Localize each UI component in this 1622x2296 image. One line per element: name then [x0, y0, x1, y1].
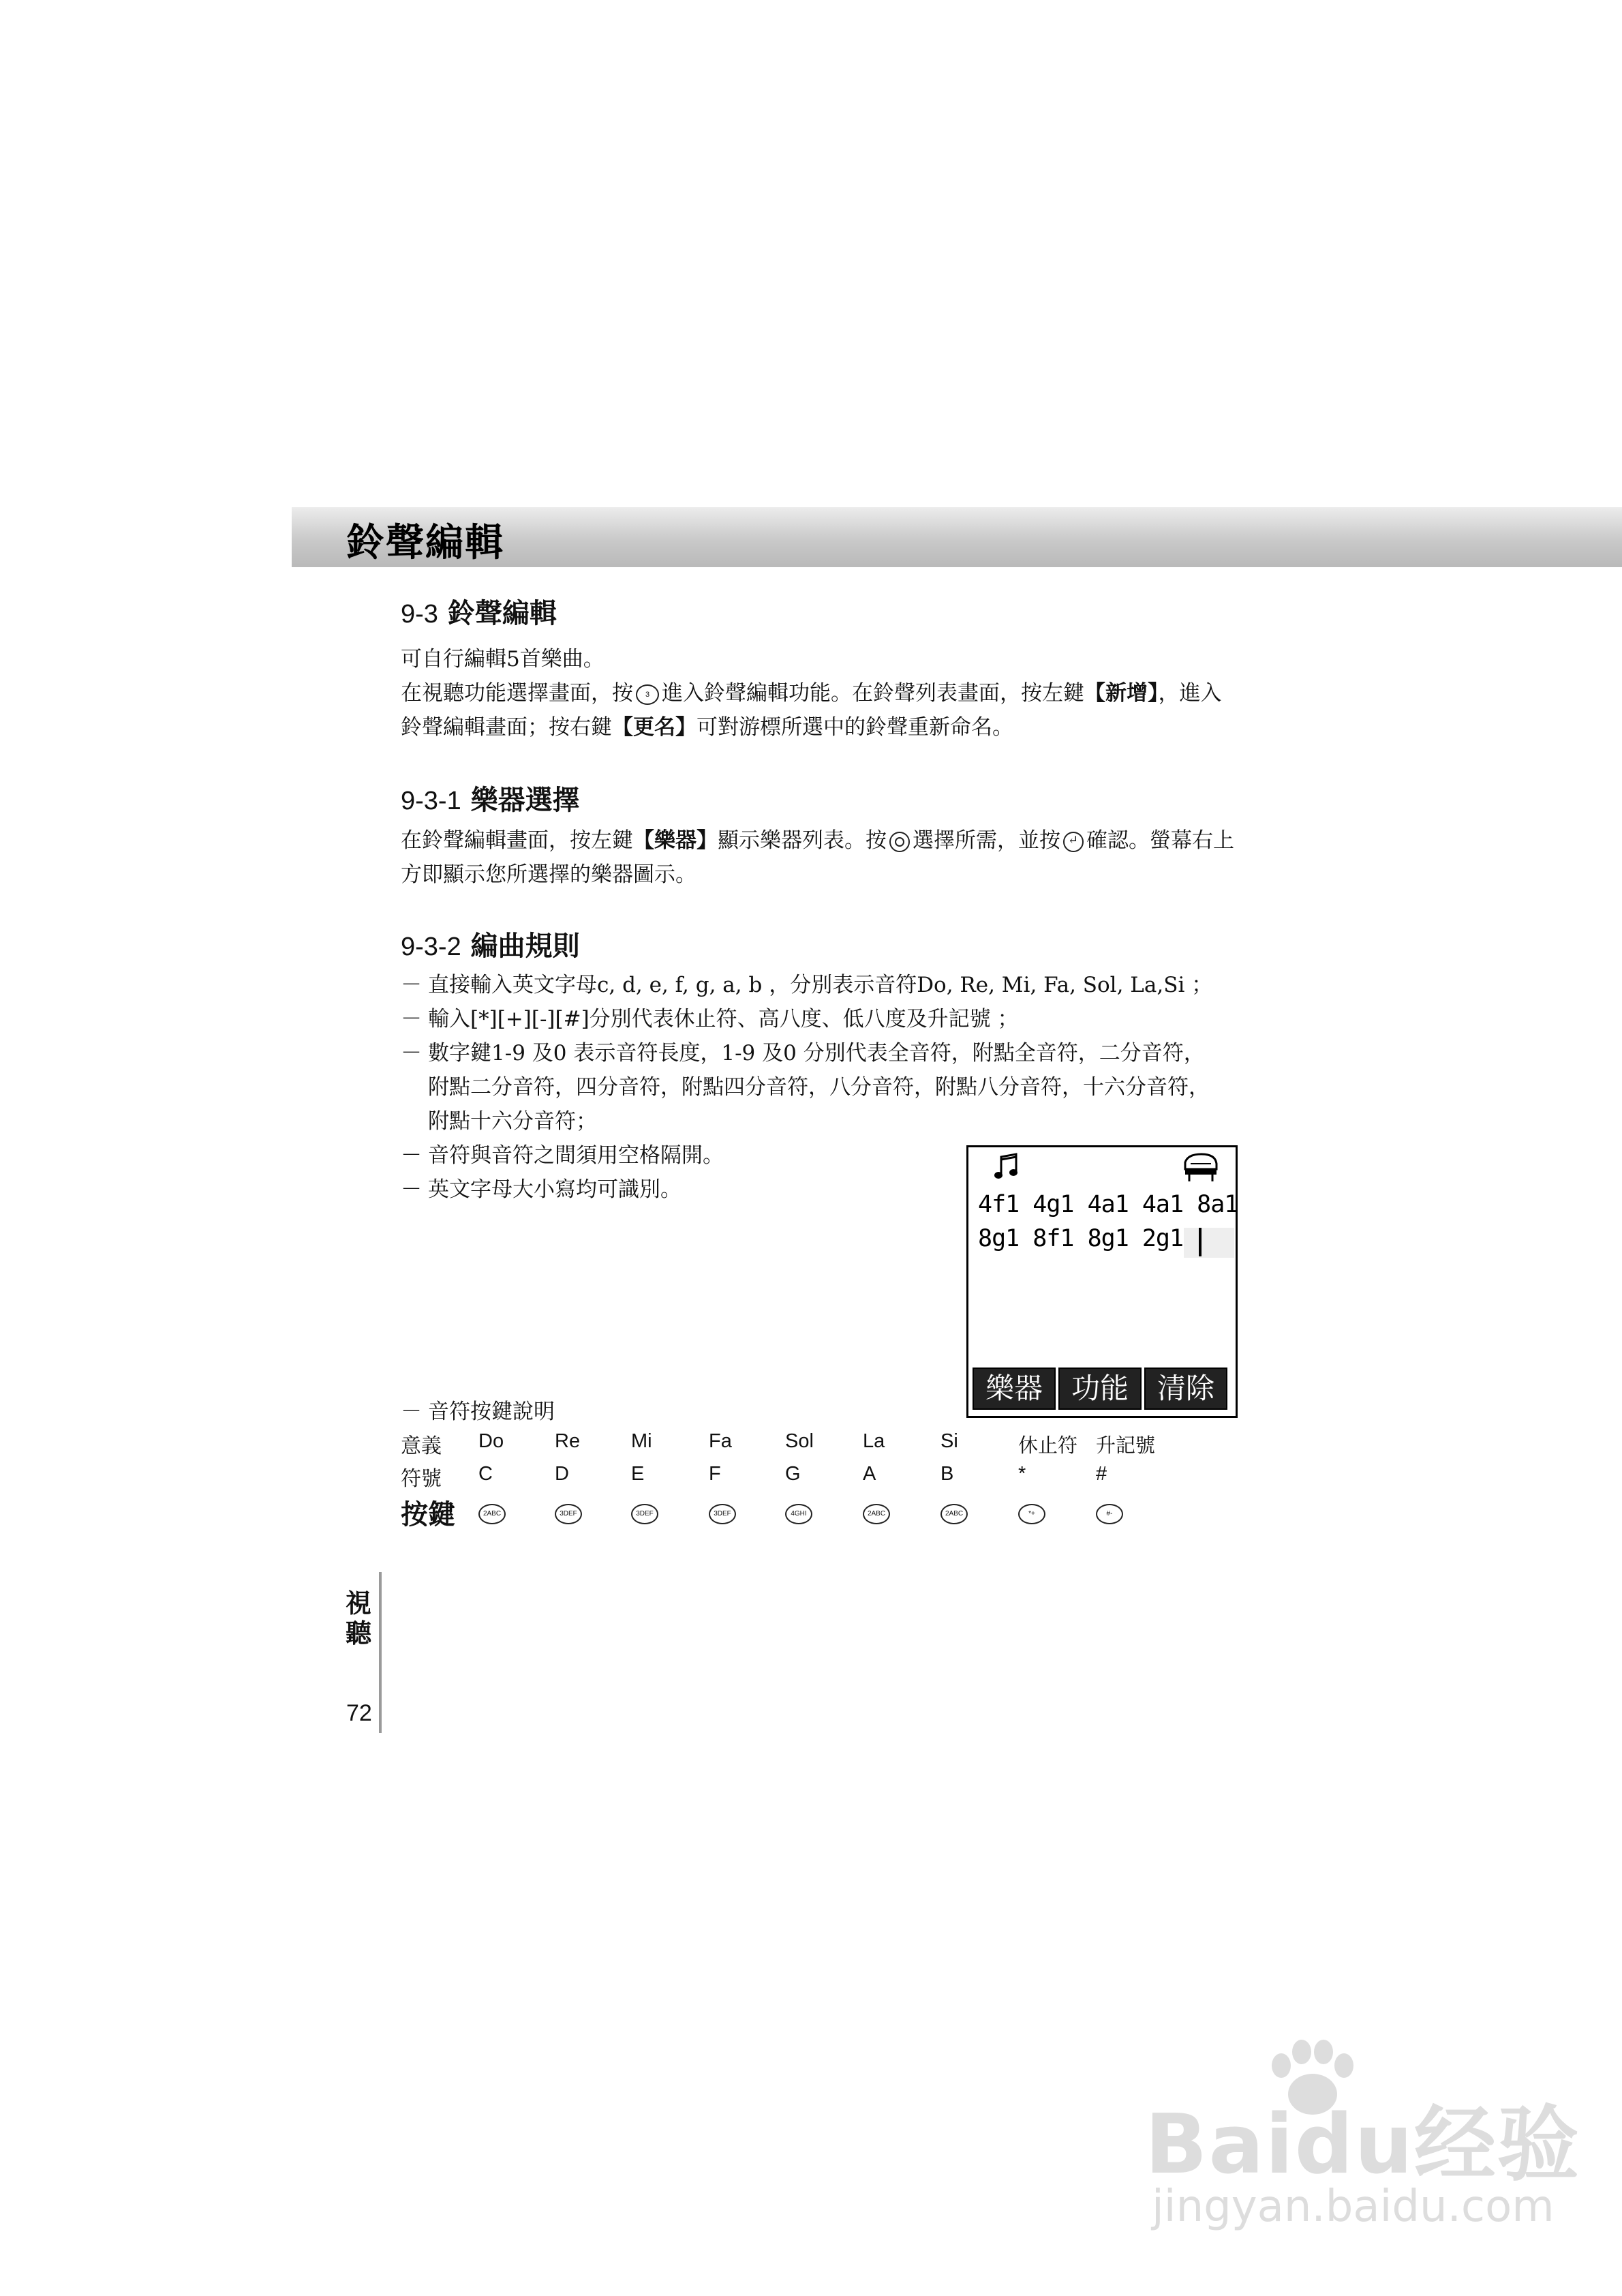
rule-text: 英文字母大小寫均可識別。: [428, 1177, 682, 1202]
row-label-meaning: 意義: [401, 1434, 442, 1458]
piano-icon: [1181, 1151, 1219, 1183]
phone-key-icon: 2ABC: [940, 1504, 968, 1524]
symbol-cell: *: [1018, 1463, 1026, 1485]
phone-key-icon: 4GHI: [785, 1504, 812, 1524]
rule-item: [401, 1002, 1212, 1036]
bullet-dash: －: [401, 973, 422, 997]
bullet-dash: －: [401, 1143, 422, 1168]
phone-key-icon: 3DEF: [555, 1504, 582, 1524]
softkey-instrument[interactable]: 樂器: [973, 1368, 1056, 1410]
text-run: 進入鈴聲編輯功能。在鈴聲列表畫面，按左鍵: [662, 681, 1084, 706]
key-label-rename: 【更名】: [612, 715, 697, 740]
ok-key-icon: [1063, 832, 1084, 852]
rule-continuation: [401, 1104, 1212, 1138]
symbol-cell: B: [940, 1463, 954, 1485]
text-run: 顯示樂器列表。按: [718, 828, 887, 853]
side-divider: [379, 1572, 382, 1733]
music-note-icon: [992, 1151, 1023, 1183]
phone-key-icon: 3DEF: [709, 1504, 736, 1524]
rule-continuation: [401, 1070, 1212, 1104]
section-title-text: 樂器選擇: [470, 784, 580, 816]
symbol-cell: #: [1096, 1463, 1107, 1485]
section-number: 9-3: [401, 600, 438, 629]
navigation-key-icon: [889, 832, 910, 852]
text-cursor: [1199, 1228, 1202, 1256]
watermark-logo: Baidu经验: [1145, 2098, 1580, 2192]
note-input-line[interactable]: 8g1 8f1 8g1 2g1: [978, 1225, 1184, 1252]
meaning-cell: La: [863, 1430, 885, 1452]
key-label-new: 【新增】: [1084, 681, 1159, 706]
watermark-url: jingyan.baidu.com: [1152, 2181, 1555, 2232]
meaning-cell: 休止符: [1018, 1434, 1078, 1457]
note-input-line[interactable]: 4f1 4g1 4a1 4a1 8a1: [978, 1191, 1238, 1218]
bullet-dash: －: [401, 1041, 422, 1066]
section-9-3-2-heading: [401, 924, 580, 963]
phone-key-icon: 2ABC: [863, 1504, 890, 1524]
body-line: 方即顯示您所選擇的樂器圖示。: [401, 862, 697, 887]
symbol-cell: D: [555, 1463, 569, 1485]
symbol-cell: C: [478, 1463, 493, 1485]
section-9-3-heading: [401, 592, 557, 631]
key-label-instrument: 【樂器】: [633, 828, 718, 853]
page-number: 72: [346, 1700, 372, 1726]
section-title-text: 鈴聲編輯: [447, 597, 557, 629]
phone-key-icon: 3DEF: [631, 1504, 658, 1524]
section-number: 9-3-2: [401, 933, 461, 961]
phone-key-icon: *+: [1018, 1504, 1045, 1524]
meaning-cell: Mi: [631, 1430, 652, 1452]
symbol-cell: A: [863, 1463, 876, 1485]
symbol-cell: E: [631, 1463, 645, 1485]
text-run: 鈴聲編輯畫面；按右鍵: [401, 715, 612, 740]
phone-key-icon: #-: [1096, 1504, 1123, 1524]
text-run: 在鈴聲編輯畫面，按左鍵: [401, 828, 633, 853]
phone-key-icon: 2ABC: [478, 1504, 506, 1524]
bullet-dash: －: [401, 1177, 422, 1202]
row-label-key: 按鍵: [401, 1499, 455, 1530]
section-9-3-1-body: [401, 824, 1234, 892]
section-number: 9-3-1: [401, 787, 461, 815]
text-run: ，進入: [1158, 681, 1222, 706]
rule-item: [401, 968, 1212, 1002]
meaning-cell: Sol: [785, 1430, 814, 1452]
meaning-cell: Do: [478, 1430, 504, 1452]
text-run: 確認。螢幕右上: [1086, 828, 1234, 853]
text-run: 選擇所需，並按: [913, 828, 1060, 853]
body-line: [401, 710, 1222, 744]
symbol-cell: F: [709, 1463, 721, 1485]
body-line: 可自行編輯5首樂曲。: [401, 647, 605, 671]
body-line: [401, 824, 1234, 858]
phone-screen-illustration: [966, 1145, 1238, 1418]
rule-text: 附點十六分音符；: [428, 1109, 597, 1134]
meaning-cell: Re: [555, 1430, 581, 1452]
body-line: [401, 676, 1222, 710]
side-section-label: 視聽: [345, 1588, 371, 1648]
rule-text: 輸入[*][+][-][#]分別代表休止符、高八度、低八度及升記號 ；: [428, 1007, 1019, 1031]
key-table-caption: [401, 1395, 555, 1429]
rule-text: 直接輸入英文字母c, d, e, f, g, a, b ，分別表示音符Do, Re, Mi, Fa, Sol, La,Si ；: [428, 973, 1213, 997]
cursor-highlight: [1184, 1228, 1234, 1258]
rule-item: [401, 1036, 1212, 1070]
section-9-3-1-heading: [401, 779, 580, 817]
meaning-cell: 升記號: [1096, 1434, 1156, 1457]
text-run: 在視聽功能選擇畫面，按: [401, 681, 633, 706]
meaning-cell: Si: [940, 1430, 958, 1452]
softkey-clear[interactable]: 清除: [1144, 1368, 1227, 1410]
rule-text: 數字鍵1-9 及0 表示音符長度，1-9 及0 分別代表全音符，附點全音符，二分音符，: [428, 1041, 1205, 1066]
caption-text: 音符按鍵說明: [428, 1400, 555, 1424]
rule-text: 附點二分音符，四分音符，附點四分音符，八分音符，附點八分音符，十六分音符，: [428, 1075, 1210, 1100]
section-9-3-body: [401, 642, 1222, 744]
meaning-cell: Fa: [709, 1430, 732, 1452]
bullet-dash: －: [401, 1400, 422, 1424]
rule-text: 音符與音符之間須用空格隔開。: [428, 1143, 724, 1168]
chapter-title: 鈴聲編輯: [346, 520, 504, 565]
row-label-symbol: 符號: [401, 1467, 442, 1491]
section-title-text: 編曲規則: [470, 930, 580, 962]
text-run: 可對游標所選中的鈴聲重新命名。: [697, 715, 1013, 740]
key-3-icon: 3: [636, 684, 659, 705]
bullet-dash: －: [401, 1007, 422, 1031]
softkey-function[interactable]: 功能: [1058, 1368, 1142, 1410]
symbol-cell: G: [785, 1463, 801, 1485]
